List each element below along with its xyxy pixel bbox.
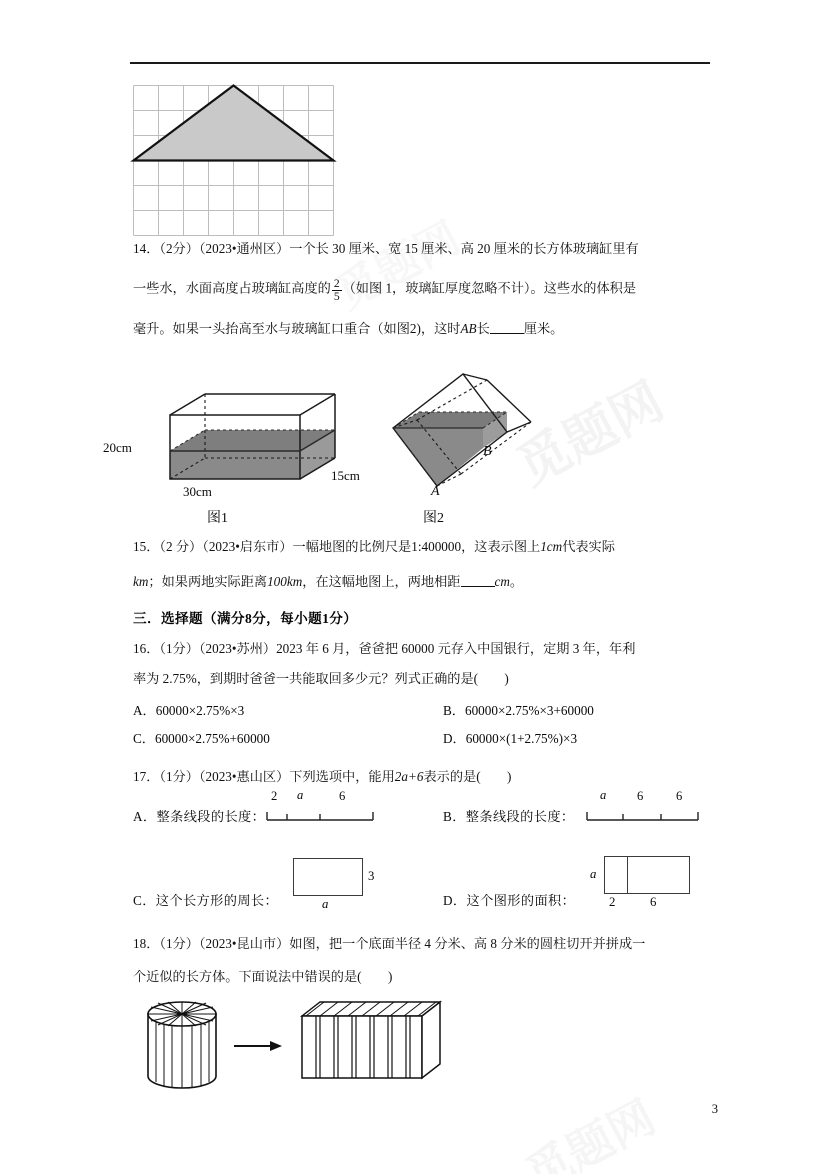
q17-line-1 <box>133 768 511 786</box>
sliced-cuboid <box>302 1002 440 1078</box>
figure-1-tank <box>103 372 385 526</box>
q17-expression: 2a+6 <box>394 769 424 784</box>
fraction-two-fifths <box>332 278 342 304</box>
q15-unit-cm2: cm <box>494 574 510 589</box>
q16-option-a[interactable] <box>133 700 244 719</box>
fig2-caption: 图2 <box>423 511 444 526</box>
q15-distance-value: 100km <box>267 574 303 589</box>
q17-option-d-divider <box>627 856 628 894</box>
q17-option-a[interactable] <box>133 806 265 825</box>
q16-line-2: 率为 2.75%，到期时爸爸一共能取回多少元？列式正确的是( ) <box>133 671 509 686</box>
q16-option-a-text: 60000×2.75%×3 <box>155 703 245 718</box>
q17-option-d-text: 这个图形的面积： <box>466 893 576 908</box>
figure-2-tilted-tank <box>375 366 555 526</box>
q14-line3-text-a: 毫升。如果一头抬高至水与玻璃缸口重合（如图2)，这时 <box>133 321 461 336</box>
watermark <box>513 1081 666 1174</box>
grid-triangle-figure <box>133 85 333 235</box>
q15-unit-km: km <box>133 574 149 589</box>
q15-line1-text-c: 代表实际 <box>562 539 615 554</box>
q17-c-side-bottom-label: a <box>322 897 329 911</box>
fraction-denominator: 5 <box>333 290 340 304</box>
q16-option-c-letter: C． <box>133 731 155 746</box>
q16-option-d-letter: D． <box>443 731 466 746</box>
q17-option-b-letter: B． <box>443 809 466 824</box>
fig2-point-b-label: B <box>483 444 492 459</box>
q17-line1-text-b: 表示的是( ) <box>423 769 512 784</box>
fig1-length-label: 30cm <box>183 484 212 499</box>
q17-option-b[interactable] <box>443 806 575 825</box>
q14-line-1: 14．（2分）（2023•通州区）一个长 30 厘米、宽 15 厘米、高 20 厘米的长方体玻璃缸里有 <box>133 241 639 256</box>
answer-blank[interactable] <box>461 575 495 587</box>
q17-option-b-text: 整条线段的长度： <box>465 809 575 824</box>
q17-option-a-text: 整条线段的长度： <box>156 809 266 824</box>
q17-option-c-text: 这个长方形的周长： <box>155 893 279 908</box>
q17-a-seg-2: a <box>297 788 304 802</box>
q15-line2-text-a: ；如果两地实际距离 <box>148 574 268 589</box>
q17-d-bottom-right-label: 6 <box>650 895 657 909</box>
q15-line-2 <box>133 573 523 591</box>
q17-option-d-letter: D． <box>443 893 467 908</box>
q16-option-b[interactable] <box>443 700 594 719</box>
q17-option-c[interactable] <box>133 890 278 909</box>
q17-option-a-letter: A． <box>133 809 157 824</box>
q14-line-2 <box>133 278 636 304</box>
cylinder <box>148 1002 216 1088</box>
q17-option-c-rectangle <box>293 858 363 896</box>
q17-a-seg-3: 6 <box>339 789 346 803</box>
page-number: 3 <box>711 1102 718 1116</box>
q15-line1-text-b: ，这表示图上 <box>461 539 541 554</box>
q16-option-c[interactable] <box>133 728 270 747</box>
q17-d-bottom-left-label: 2 <box>609 895 616 909</box>
q18-figure <box>130 1000 460 1100</box>
q14-line-3 <box>133 320 563 338</box>
q17-a-seg-1: 2 <box>271 789 278 803</box>
segment-ab-label: AB <box>460 321 477 336</box>
q15-scale-ratio: 1:400000 <box>411 539 462 554</box>
fig2-point-a-label: A <box>431 484 440 499</box>
answer-blank[interactable] <box>490 322 524 334</box>
q16-option-c-text: 60000×2.75%+60000 <box>154 731 270 746</box>
q14-line3-text-c: 厘米。 <box>523 321 564 336</box>
q14-line2-text-b: （如图 1，玻璃缸厚度忽略不计）。这些水的体积是 <box>342 280 637 296</box>
q16-option-d-text: 60000×(1+2.75%)×3 <box>465 731 578 746</box>
q17-line1-text-a: 17．（1分）（2023•惠山区）下列选项中，能用 <box>133 769 395 784</box>
q17-option-a-diagram <box>265 788 375 828</box>
q16-option-d[interactable] <box>443 728 577 747</box>
q17-b-seg-2: 6 <box>637 789 644 803</box>
fig1-caption: 图1 <box>207 511 228 526</box>
q14-line2-text-a: 一些水，水面高度占玻璃缸高度的 <box>133 280 331 296</box>
q16-line-1: 16．（1分）（2023•苏州）2023 年 6 月，爸爸把 60000 元存入中国银行，定期 3 年，年利 <box>133 641 636 656</box>
q15-line2-text-c: 。 <box>509 574 524 589</box>
q14-line3-text-b: 长 <box>476 321 490 336</box>
shaded-triangle <box>134 86 334 161</box>
fig1-width-label: 15cm <box>331 468 360 483</box>
q17-option-c-letter: C． <box>133 893 156 908</box>
q15-line2-text-b: ，在这幅地图上，两地相距 <box>302 574 461 589</box>
q17-b-seg-3: 6 <box>676 789 683 803</box>
q15-unit-cm: 1cm <box>540 539 563 554</box>
q17-option-d-rectangle <box>604 856 690 894</box>
q18-line-1: 18．（1分）（2023•昆山市）如图，把一个底面半径 4 分米、高 8 分米的圆柱切开并拼成一 <box>133 936 646 951</box>
q16-option-b-letter: B． <box>443 703 465 718</box>
q17-c-side-right-label: 3 <box>368 869 375 883</box>
q15-line1-text-a: 15．（2 分）（2023•启东市）一幅地图的比例尺是 <box>133 539 412 554</box>
q17-option-d[interactable] <box>443 890 575 909</box>
fraction-numerator: 2 <box>333 277 340 290</box>
q18-line-2: 个近似的长方体。下面说法中错误的是( ) <box>133 969 393 984</box>
q17-b-seg-1: a <box>600 788 607 802</box>
q17-option-b-diagram <box>585 788 700 828</box>
page-header-rule <box>130 62 710 64</box>
q16-option-a-letter: A． <box>133 703 156 718</box>
q17-d-side-left-label: a <box>590 867 597 881</box>
q16-option-b-text: 60000×2.75%×3+60000 <box>464 703 594 718</box>
section-3-heading: 三．选择题（满分8分，每小题1分） <box>133 611 358 626</box>
q15-line-1 <box>133 538 615 556</box>
fig1-height-label: 20cm <box>103 440 132 455</box>
